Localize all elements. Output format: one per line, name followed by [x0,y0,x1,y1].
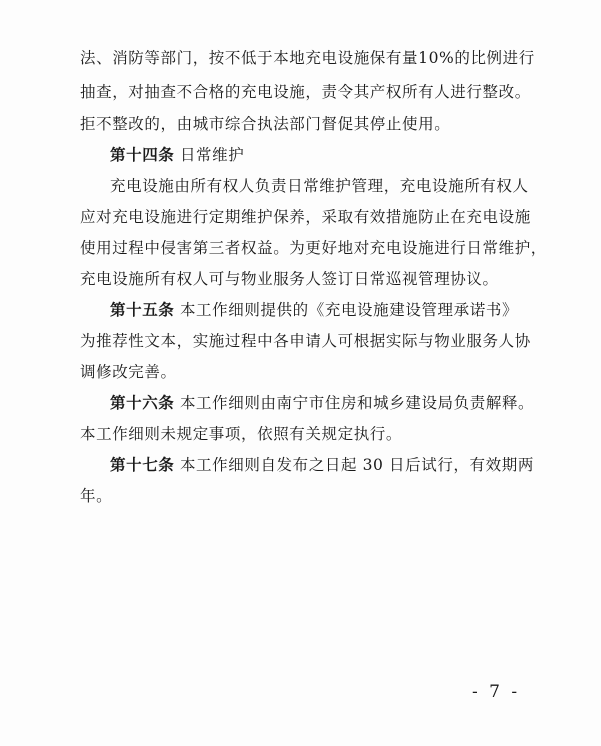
body-line: 应对充电设施进行定期维护保养，采取有效措施防止在充电设施 [80,208,531,226]
article-label: 第十六条 [110,394,175,412]
body-line: 为推荐性文本，实施过程中各申请人可根据实际与物业服务人协 [80,332,531,350]
body-line: 拒不整改的，由城市综合执法部门督促其停止使用。 [80,115,451,133]
body-line: 法、消防等部门，按不低于本地充电设施保有量10%的比例进行 [80,49,535,67]
article-label: 第十七条 [110,456,175,474]
body-line: 调修改完善。 [80,363,177,381]
article-14 [110,145,244,165]
article-text: 本工作细则由南宁市住房和城乡建设局负责解释。 [179,394,535,412]
article-text: 日常维护 [179,146,245,164]
article-label: 第十五条 [110,301,175,319]
article-text: 本工作细则提供的《充电设施建设管理承诺书》 [179,301,519,319]
body-line: 充电设施由所有权人负责日常维护管理，充电设施所有权人 [110,177,529,195]
body-line: 充电设施所有权人可与物业服务人签订日常巡视管理协议。 [80,270,499,288]
article-label: 第十四条 [110,146,175,164]
body-line: 年。 [80,487,113,505]
body-line: 抽查，对抽查不合格的充电设施，责令其产权所有人进行整改。 [80,83,531,101]
article-text: 本工作细则自发布之日起 30 日后试行，有效期两 [179,456,534,474]
article-16 [110,393,534,413]
body-line: 本工作细则未规定事项，依照有关规定执行。 [80,425,403,443]
page-number: - 7 - [472,682,521,702]
body-line: 使用过程中侵害第三者权益。为更好地对充电设施进行日常维护， [80,239,547,257]
article-17 [110,455,534,475]
article-15 [110,300,518,320]
